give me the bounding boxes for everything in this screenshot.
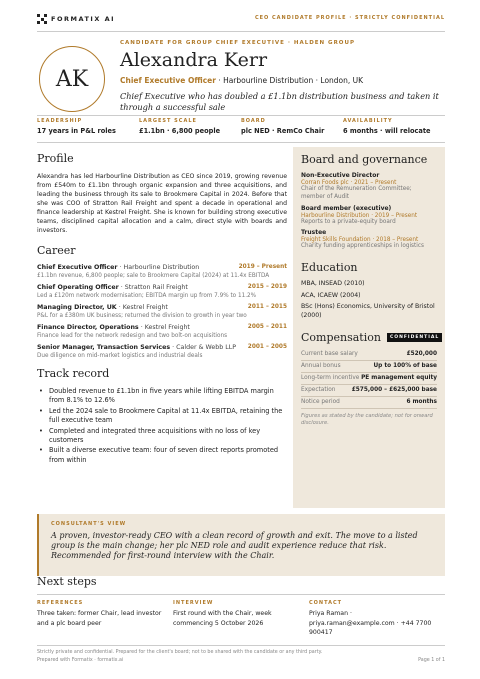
candidate-kicker: CANDIDATE FOR GROUP CHIEF EXECUTIVE · HALDEN GROUP — [120, 40, 355, 46]
stat-label: LEADERSHIP — [37, 118, 83, 124]
next-steps-heading: Next steps — [37, 575, 97, 588]
next-step-interview — [173, 597, 309, 638]
governance-role-title: Non-Executive Director — [301, 172, 380, 179]
job-dates: 2019 – Present — [238, 264, 287, 270]
stat-value: 6 months · will relocate — [343, 127, 431, 135]
stat-value: plc NED · RemCo Chair — [241, 127, 325, 135]
stat-label: LARGEST SCALE — [139, 118, 197, 124]
stat-board — [241, 118, 343, 135]
profile-text: Alexandra has led Harbourline Distribution as CEO since 2019, growing revenue from £540m to £1.1bn through organic expansion and three acquisitions, and leading the business through its sale to Brookmere Capital in 2024. Before that she was COO of Stratton Rail Freight and spent a decade in operational and finance leadership at Kestrel Freight. She is known for building strong executive teams, disciplined capital allocation and a calm, direct style with boards and investors. — [37, 173, 287, 234]
job-dates: 2015 – 2019 — [247, 284, 287, 290]
compensation-table — [301, 349, 437, 409]
candidate-header — [120, 40, 445, 112]
candidate-name: Alexandra Kerr — [120, 49, 268, 71]
job-description: £1.1bn revenue, 6,800 people; sale to Brookmere Capital (2024) at 11.4x EBITDA — [37, 273, 270, 279]
compensation-key: Expectation — [301, 387, 336, 394]
job-description: Due diligence on mid-market logistics and industrial deals — [37, 353, 203, 359]
job-dates: 2011 – 2015 — [247, 304, 287, 310]
stat-leadership — [37, 118, 139, 135]
track-record-list — [39, 387, 287, 465]
stat-value: £1.1bn · 6,800 people — [139, 127, 221, 135]
footer-divider — [37, 645, 445, 646]
compensation-value: £520,000 — [406, 351, 437, 358]
stat-value: 17 years in P&L roles — [37, 127, 116, 135]
track-record-heading: Track record — [37, 367, 110, 380]
track-record-item: • Built a diverse executive team: four of seven direct reports promoted from within — [39, 446, 287, 465]
job-title: Chief Operating Officer — [37, 284, 119, 291]
compensation-key: Notice period — [301, 399, 340, 406]
next-step-text: Priya Raman · priya.raman@example.com · +44 7700 900417 — [309, 610, 432, 636]
brand-logo — [37, 14, 115, 24]
brand-logo-text: FORMATIX AI — [51, 15, 116, 23]
governance-role — [301, 229, 437, 251]
next-step-references — [37, 597, 173, 638]
governance-role-desc: Chair of the Remuneration Committee; member of Audit — [301, 186, 412, 200]
governance-role — [301, 172, 437, 202]
formatix-logo-icon — [37, 14, 47, 24]
stats-divider-top — [37, 115, 445, 116]
compensation-row — [301, 385, 437, 397]
footer-confidentiality: Strictly private and confidential. Prepared for the client's board; not to be shared with the candidate or any third party. — [37, 650, 323, 655]
next-steps-divider — [37, 594, 445, 595]
job-dates: 2001 – 2005 — [247, 344, 287, 350]
footer-page-number: Page 1 of 1 — [418, 658, 445, 663]
profile-heading: Profile — [37, 152, 74, 165]
next-step-label: REFERENCES — [37, 600, 84, 606]
stat-largest-scale — [139, 118, 241, 135]
governance-role-title: Board member (executive) — [301, 204, 392, 212]
compensation-row — [301, 373, 437, 385]
education-item: ACA, ICAEW (2004) — [301, 291, 361, 299]
key-stats — [37, 118, 445, 135]
stat-availability — [343, 118, 445, 135]
job-title: Senior Manager, Transaction Services — [37, 344, 171, 351]
governance-role-desc: Reports to a private-equity board — [301, 218, 396, 225]
career-item — [37, 264, 287, 279]
career-list — [37, 264, 287, 359]
stat-label: BOARD — [241, 118, 266, 124]
job-company: · Calder & Webb LLP — [170, 344, 237, 351]
compensation-key: Long-term incentive — [301, 375, 360, 382]
next-step-label: CONTACT — [309, 600, 343, 606]
governance-role-org: Corran Foods plc · 2021 – Present — [301, 180, 397, 186]
document-label: CEO CANDIDATE PROFILE · STRICTLY CONFIDENTIAL — [254, 15, 445, 21]
compensation-value: PE management equity — [361, 375, 437, 382]
governance-role-title: Trustee — [301, 229, 327, 237]
compensation-value: 6 months — [406, 399, 437, 406]
job-company: · Harbourline Distribution — [117, 264, 200, 271]
education-item: MBA, INSEAD (2010) — [301, 280, 365, 288]
top-bar — [37, 12, 445, 28]
job-title: Managing Director, UK — [37, 304, 117, 311]
right-sidebar — [293, 147, 445, 508]
candidate-tagline: Chief Executive who has doubled a £1.1bn distribution business and taken it through a successful sale — [120, 91, 439, 112]
track-record-item: • Doubled revenue to £1.1bn in five years while lifting EBITDA margin from 8.1% to 12.6% — [39, 387, 287, 406]
education-heading: Education — [301, 261, 358, 275]
stat-label: AVAILABILITY — [343, 118, 393, 124]
compensation-key: Annual bonus — [301, 363, 341, 370]
career-item — [37, 344, 287, 359]
job-title: Finance Director, Operations — [37, 324, 139, 331]
next-steps — [37, 575, 445, 638]
stats-divider-bottom — [37, 142, 445, 143]
compensation-value: £575,000 – £625,000 base — [351, 387, 437, 394]
job-company: · Kestrel Freight — [116, 304, 168, 311]
governance-role-org: Freight Skills Foundation · 2018 – Present — [301, 237, 419, 244]
left-column — [37, 152, 287, 466]
candidate-company-location: · Harbourline Distribution · London, UK — [215, 76, 364, 85]
governance-heading: Board and governance — [301, 153, 428, 166]
candidate-role-line — [120, 76, 445, 85]
compensation-row — [301, 397, 437, 409]
footer-prepared-with: Prepared with Formatix · formatix.ai — [37, 658, 124, 663]
governance-role-org: Harbourline Distribution · 2019 – Present — [301, 212, 418, 219]
track-record-item: • Led the 2024 sale to Brookmere Capital at 11.4x EBITDA, retaining the full executive team — [39, 407, 287, 426]
education-item: BSc (Hons) Economics, University of Bristol (2000) — [301, 303, 435, 319]
compensation-note: Figures as stated by the candidate; not for onward disclosure. — [301, 412, 433, 426]
header-divider — [37, 31, 445, 32]
compensation-heading: Compensation — [301, 330, 381, 344]
footer — [37, 650, 445, 663]
compensation-value: Up to 100% of base — [373, 363, 437, 370]
candidate-avatar: AK — [39, 46, 105, 112]
compensation-header — [301, 330, 440, 344]
next-steps-columns — [37, 597, 445, 638]
career-item — [37, 304, 287, 319]
career-item — [37, 284, 287, 299]
job-dates: 2005 – 2011 — [247, 324, 287, 330]
compensation-row — [301, 361, 437, 373]
job-description: P&L for a £380m UK business; returned the division to growth in year two — [37, 313, 247, 319]
next-step-text: Three taken: former Chair, lead investor and a plc board peer — [37, 610, 162, 627]
job-description: Finance lead for the network redesign and two bolt-on acquisitions — [37, 333, 228, 339]
compensation-row — [301, 349, 437, 361]
consultant-view — [37, 514, 445, 576]
governance-role-desc: Charity funding apprenticeships in logistics — [301, 243, 424, 250]
next-step-text: First round with the Chair, week commencing 5 October 2026 — [173, 610, 272, 627]
job-description: Led a £120m network modernisation; EBITDA margin up from 7.9% to 11.2% — [37, 293, 257, 299]
job-company: · Kestrel Freight — [138, 324, 190, 331]
career-heading: Career — [37, 244, 76, 257]
next-step-contact — [309, 597, 445, 638]
governance-role — [301, 205, 437, 227]
compensation-key: Current base salary — [301, 351, 358, 358]
consultant-view-label: CONSULTANT'S VIEW — [51, 521, 127, 527]
track-record-item: • Completed and integrated three acquisitions with no loss of key customers — [39, 427, 287, 446]
confidential-badge: CONFIDENTIAL — [387, 333, 442, 342]
job-title: Chief Executive Officer — [37, 264, 118, 271]
job-company: · Stratton Rail Freight — [118, 284, 188, 291]
career-item — [37, 324, 287, 339]
next-step-label: INTERVIEW — [173, 600, 214, 606]
candidate-role: Chief Executive Officer — [120, 76, 216, 85]
consultant-view-text: A proven, investor-ready CEO with a clean record of growth and exit. The move to a listed group is the main change; her plc NED role and audit experience reduce that risk. Recommended for first-round interview with the Chair. — [51, 531, 418, 560]
